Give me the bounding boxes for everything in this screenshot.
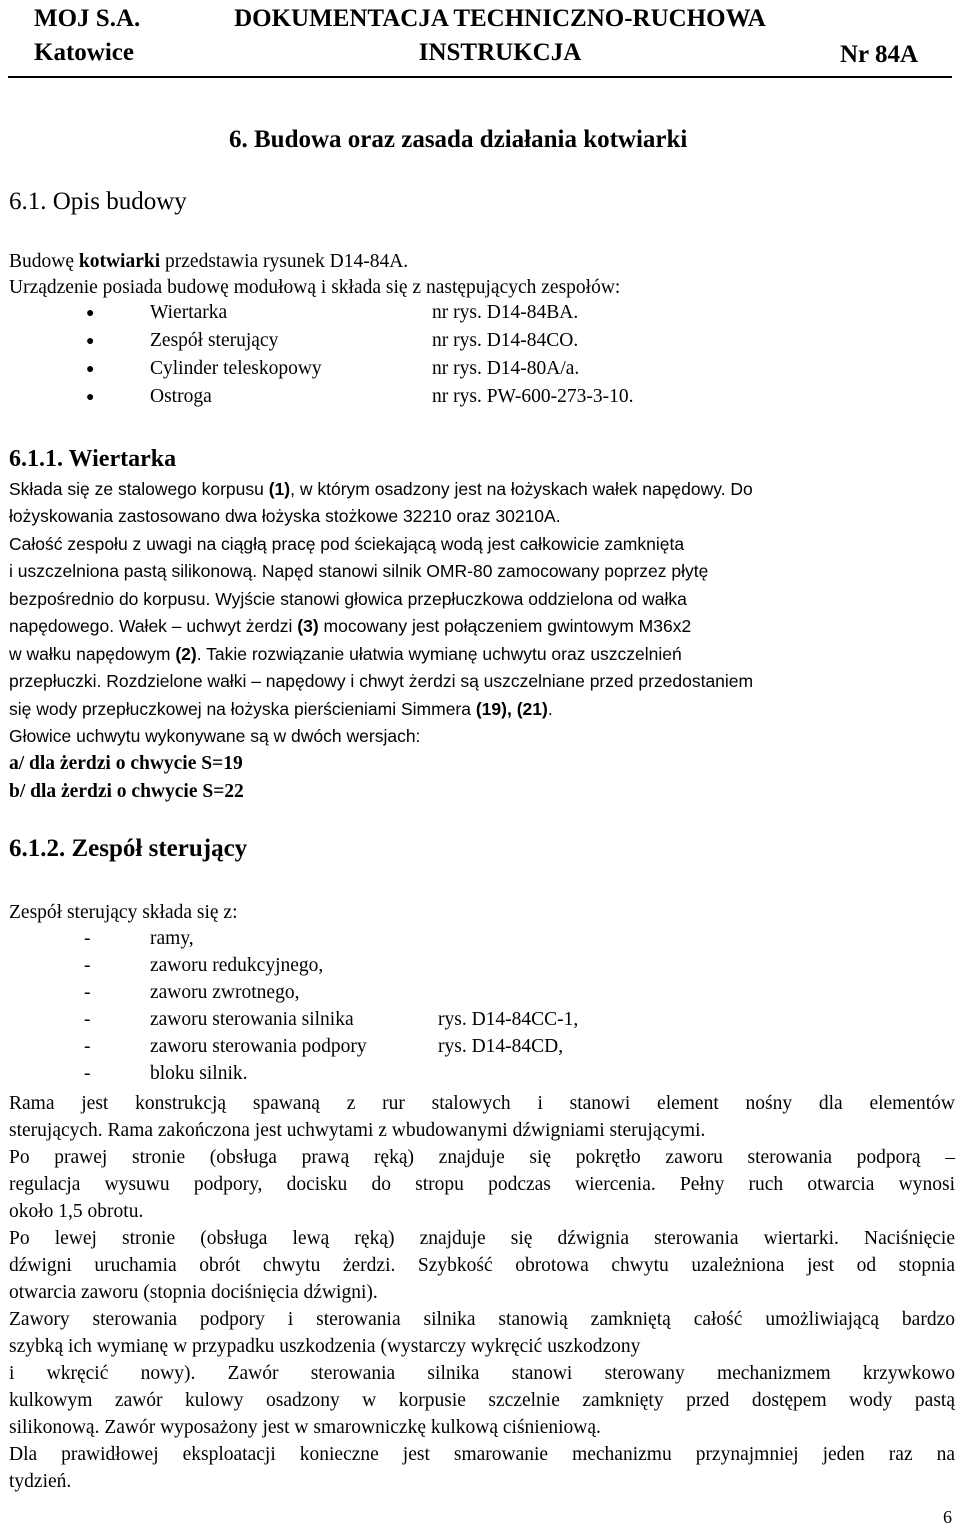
bullet-icon: ●: [86, 334, 95, 349]
paragraph-line: Dla prawidłowej eksploatacji konieczne jest smarowanie mechanizmu przynajmniej jeden raz na: [9, 1444, 955, 1465]
subsection-title: 6.1. Opis budowy: [9, 188, 187, 215]
zespol-heading: 6.1.2. Zespół sterujący: [9, 835, 248, 862]
document-type: DOKUMENTACJA TECHNICZNO-RUCHOWA: [234, 5, 766, 32]
paragraph-line: w wałku napędowym (2). Takie rozwiązanie ułatwia wymianę uchwytu oraz uszczelnień: [9, 644, 682, 664]
company-city: Katowice: [34, 39, 134, 66]
paragraph-line: się wody przepłuczkowej na łożyska pierścieniami Simmera (19), (21).: [9, 699, 553, 719]
paragraph-line: i wkręcić nowy). Zawór sterowania silnika stanowi sterowany mechanizmem krzywkowo: [9, 1363, 955, 1384]
paragraph-line: dźwigni uruchamia obrót chwytu żerdzi. Szybkość obrotowa chwytu uzależniona jest od stopnia: [9, 1255, 955, 1276]
intro-line-1: Budowę kotwiarki przedstawia rysunek D14-84A.: [9, 251, 409, 272]
paragraph-line: Rama jest konstrukcją spawaną z rur stalowych i stanowi element nośny dla elementów: [9, 1093, 955, 1114]
company-name: MOJ S.A.: [34, 5, 141, 32]
bullet-icon: ●: [86, 390, 95, 405]
paragraph-line: Po prawej stronie (obsługa prawą ręką) znajduje się pokrętło zaworu sterowania podporą –: [9, 1147, 955, 1168]
paragraph-line: Po lewej stronie (obsługa lewą ręką) znajduje się dźwignia sterowania wiertarki. Naciśnięcie: [9, 1228, 955, 1249]
variant-b: b/ dla żerdzi o chwycie S=22: [9, 781, 244, 802]
bullet-icon: ●: [86, 306, 95, 321]
zespol-intro: Zespół sterujący składa się z:: [9, 902, 238, 923]
paragraph-line: łożyskowania zastosowano dwa łożyska stożkowe 32210 oraz 30210A.: [9, 506, 561, 526]
page-number: 6: [943, 1507, 952, 1527]
paragraph-line: Całość zespołu z uwagi na ciągłą pracę pod ściekającą wodą jest całkowicie zamknięta: [9, 534, 685, 554]
document-kind: INSTRUKCJA: [418, 39, 582, 66]
paragraph-line: przepłuczki. Rozdzielone wałki – napędowy i chwyt żerdzi są uszczelniane przed przedostaniem: [9, 671, 754, 691]
paragraph-line: napędowego. Wałek – uchwyt żerdzi (3) mocowany jest połączeniem gwintowym M36x2: [9, 616, 692, 636]
header-divider: [8, 76, 952, 78]
paragraph-line: sterujących. Rama zakończona jest uchwytami z wbudowanymi dźwigniami sterującymi.: [9, 1120, 706, 1141]
paragraph-line: kulkowym zawór kulowy osadzony w korpusie szczelnie zamknięty przed dostępem wody pastą: [9, 1390, 955, 1411]
variant-a: a/ dla żerdzi o chwycie S=19: [9, 753, 243, 774]
paragraph-line: i uszczelniona pastą silikonową. Napęd stanowi silnik OMR-80 zamocowany poprzez płytę: [9, 561, 709, 581]
paragraph-line: tydzień.: [9, 1471, 72, 1492]
paragraph-line: około 1,5 obrotu.: [9, 1201, 144, 1222]
paragraph-line: szybką ich wymianę w przypadku uszkodzenia (wystarczy wykręcić uszkodzony: [9, 1336, 641, 1357]
paragraph-line: Głowice uchwytu wykonywane są w dwóch wersjach:: [9, 726, 421, 746]
paragraph-line: regulacja wysuwu podpory, docisku do stropu podczas wiercenia. Pełny ruch otwarcia wynosi: [9, 1174, 955, 1195]
paragraph-line: silikonową. Zawór wyposażony jest w smarowniczkę kulkową ciśnieniową.: [9, 1417, 601, 1438]
paragraph-line: bezpośrednio do korpusu. Wyjście stanowi głowica przepłuczkowa oddzielona od wałka: [9, 589, 687, 609]
wiertarka-heading: 6.1.1. Wiertarka: [9, 446, 177, 472]
paragraph-line: otwarcia zaworu (stopnia dociśnięcia dźwigni).: [9, 1282, 378, 1303]
document-header: [0, 0, 960, 80]
bullet-icon: ●: [86, 362, 95, 377]
paragraph-line: Zawory sterowania podpory i sterowania silnika stanowią zamkniętą całość umożliwiającą bardzo: [9, 1309, 955, 1330]
intro-line-2: Urządzenie posiada budowę modułową i składa się z następujących zespołów:: [9, 277, 621, 298]
document-number: Nr 84A: [840, 41, 919, 68]
section-title: 6. Budowa oraz zasada działania kotwiarki: [229, 126, 688, 153]
paragraph-line: Składa się ze stalowego korpusu (1), w którym osadzony jest na łożyskach wałek napędowy. Do: [9, 479, 753, 499]
